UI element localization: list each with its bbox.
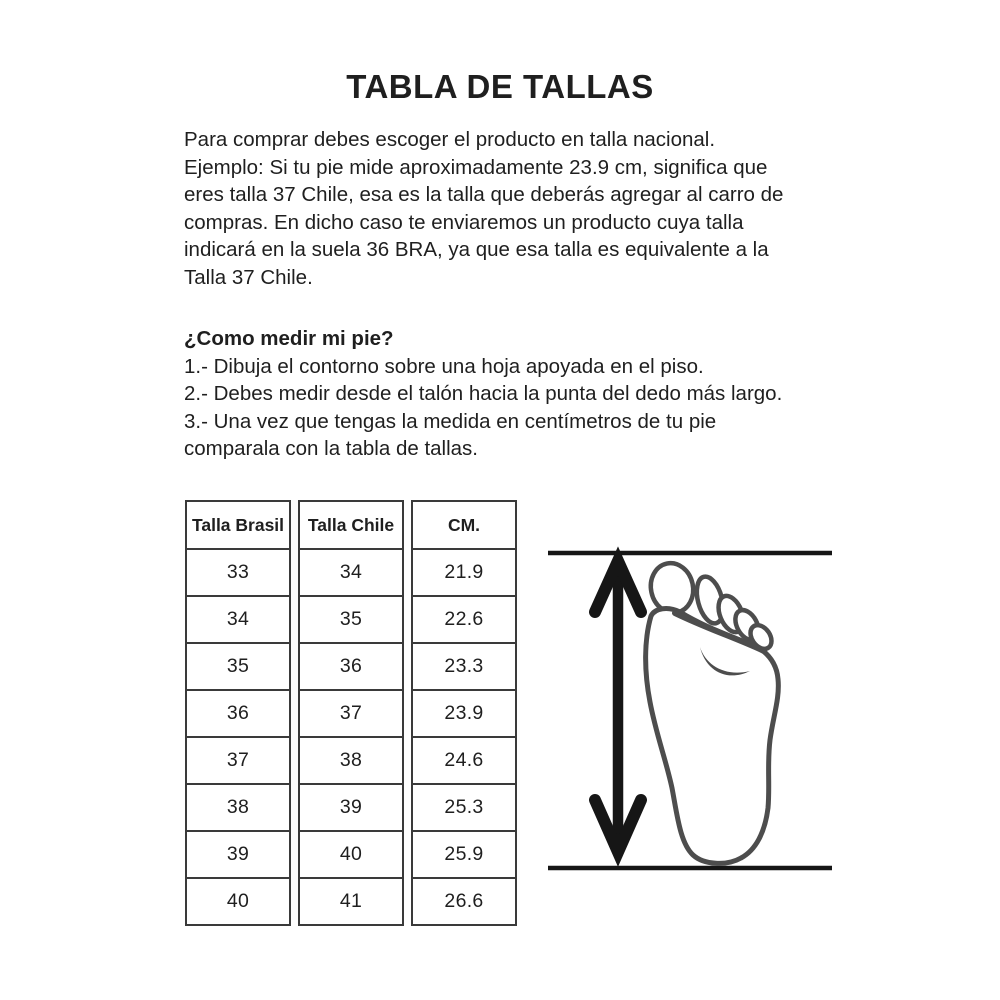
measure-arrow-icon	[595, 561, 641, 852]
how-to-step: 3.- Una vez que tengas la medida en centímetros de tu pie	[184, 409, 717, 433]
page-title: TABLA DE TALLAS	[346, 68, 654, 105]
size-cell: 35	[300, 595, 402, 642]
size-cell: 37	[300, 689, 402, 736]
column-header-chile: Talla Chile	[307, 514, 395, 535]
size-cell: 34	[300, 548, 402, 595]
intro-line: compras. En dicho caso te enviaremos un producto cuya talla	[184, 210, 744, 234]
how-to-step: comparala con la tabla de tallas.	[184, 437, 479, 460]
size-cell: 40	[300, 830, 402, 877]
size-cell: 33	[187, 548, 289, 595]
size-cell: 35	[187, 642, 289, 689]
size-cell: 39	[187, 830, 289, 877]
intro-paragraph	[184, 126, 783, 291]
intro-line: Para comprar debes escoger el producto en talla nacional.	[184, 128, 716, 151]
size-cell: 38	[300, 736, 402, 783]
size-cell: 25.3	[413, 783, 515, 830]
size-cell: 26.6	[413, 877, 515, 924]
size-cell: 24.6	[413, 736, 515, 783]
how-to-section	[184, 325, 782, 463]
intro-line: eres talla 37 Chile, esa es la talla que deberás agregar al carro de	[184, 183, 784, 206]
size-cell: 38	[187, 783, 289, 830]
size-cell: 40	[187, 877, 289, 924]
size-cell: 37	[187, 736, 289, 783]
how-to-heading: ¿Como medir mi pie?	[184, 327, 394, 350]
size-cell: 23.3	[413, 642, 515, 689]
size-cell: 21.9	[413, 548, 515, 595]
foot-sole-icon	[646, 559, 779, 863]
intro-line: Ejemplo: Si tu pie mide aproximadamente 23.9 cm, significa que	[184, 155, 768, 179]
size-column-brasil	[185, 500, 291, 926]
size-column-cm	[411, 500, 517, 926]
size-cell: 39	[300, 783, 402, 830]
size-column-chile	[298, 500, 404, 926]
size-cell: 34	[187, 595, 289, 642]
size-cell: 36	[300, 642, 402, 689]
size-cell: 22.6	[413, 595, 515, 642]
size-cell: 36	[187, 689, 289, 736]
size-cell: 23.9	[413, 689, 515, 736]
how-to-step: 2.- Debes medir desde el talón hacia la punta del dedo más largo.	[184, 382, 783, 405]
intro-line: indicará en la suela 36 BRA, ya que esa talla es equivalente a la	[184, 238, 769, 261]
how-to-step: 1.- Dibuja el contorno sobre una hoja apoyada en el piso.	[184, 354, 704, 378]
size-cell: 41	[300, 877, 402, 924]
size-cell: 25.9	[413, 830, 515, 877]
intro-line: Talla 37 Chile.	[184, 265, 313, 289]
column-header-cm: CM.	[447, 514, 481, 535]
column-header-brasil: Talla Brasil	[191, 514, 285, 535]
foot-measure-diagram	[540, 540, 840, 880]
size-table	[185, 500, 517, 926]
